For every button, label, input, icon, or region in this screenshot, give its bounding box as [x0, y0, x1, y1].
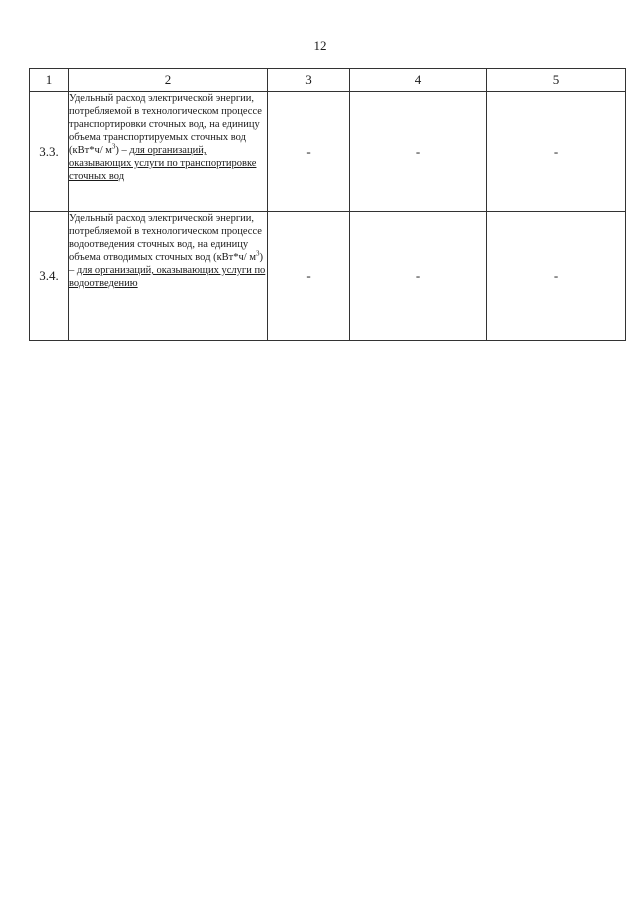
superscript: 3 [111, 142, 116, 151]
value-col-4: - [350, 92, 487, 212]
description-underlined: для организаций, оказывающих услуги по водоотведению [69, 265, 266, 289]
description-text-cont: ) – [69, 252, 263, 276]
value-col-4: - [350, 212, 487, 341]
description-text-cont: ) – [115, 145, 130, 156]
row-number: 3.3. [30, 92, 69, 212]
table-row [30, 212, 626, 341]
description-underlined: для организаций, оказывающих услуги по транспортировке сточных вод [69, 145, 257, 182]
header-col-1: 1 [30, 69, 69, 92]
header-col-5: 5 [487, 69, 626, 92]
value-col-3: - [268, 92, 350, 212]
header-col-4: 4 [350, 69, 487, 92]
value-col-5: - [487, 92, 626, 212]
table-row [30, 92, 626, 212]
row-description [69, 92, 268, 212]
description-text: Удельный расход электрической энергии, потребляемой в технологическом процессе водоотведения сточных вод, на единицу объема отводимых сточных вод (кВт*ч/ м [69, 213, 262, 263]
description-text: Удельный расход электрической энергии, потребляемой в технологическом процессе транспортировки сточных вод, на единицу объема транспортируемых сточных вод (кВт*ч/ м [69, 93, 262, 156]
value-col-5: - [487, 212, 626, 341]
indicator-table [29, 68, 626, 341]
superscript: 3 [255, 249, 260, 258]
header-col-3: 3 [268, 69, 350, 92]
page-number: 12 [313, 38, 327, 53]
header-col-2: 2 [69, 69, 268, 92]
value-col-3: - [268, 212, 350, 341]
header-row [30, 69, 626, 92]
row-description [69, 212, 268, 341]
row-number: 3.4. [30, 212, 69, 341]
